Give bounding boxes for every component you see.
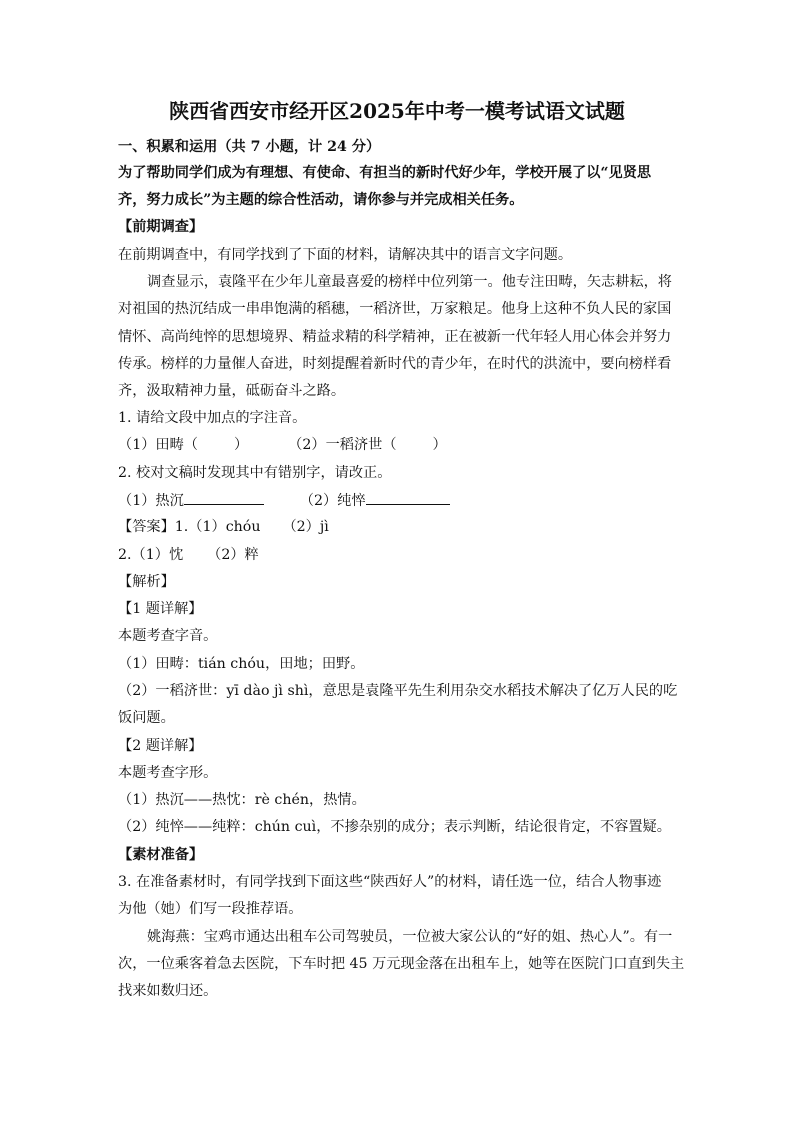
page-title: 陕西省西安市经开区2025年中考一模考试语文试题 (169, 99, 625, 123)
question-1-options (118, 435, 684, 455)
question-2-stem: 2. 校对文稿时发现其中有错别字，请改正。 (118, 465, 392, 481)
answer-line-2 (118, 545, 684, 565)
q2-detail-item: （2）纯悴——纯粹：chún cuì，不掺杂别的成分；表示判断，结论很肯定，不容置疑。 (118, 819, 671, 835)
q1-option-2-close: ） (432, 437, 447, 453)
question-3-stem: 3. 在准备素材时，有同学找到下面这些“陕西好人”的材料，请任选一位，结合人物事迹 (118, 874, 662, 890)
intro-line-1: 为了帮助同学们成为有理想、有使命、有担当的新时代好少年，学校开展了以“见贤思 (118, 165, 652, 181)
q1-detail-item-cont: 饭问题。 (118, 710, 175, 726)
question-3-stem-cont: 为他（她）们写一段推荐语。 (118, 901, 303, 917)
q1-option-1: （1）田畴（ (118, 437, 198, 453)
section-heading: 一、积累和运用（共 7 小题，计 24 分） (118, 139, 381, 155)
q1-detail-heading: 【1 题详解】 (118, 601, 203, 617)
story-line: 次，一位乘客着急去医院，下车时把 45 万元现金落在出租车上，她等在医院门口直到失主 (118, 956, 685, 972)
survey-para-line: 情怀、高尚纯悴的思想境界、精益求精的科学精神，正在被新一代年轻人用心体会并努力 (118, 329, 672, 345)
q2-option-1: （1）热沉 (118, 493, 184, 509)
pre-survey-heading: 【前期调查】 (118, 219, 204, 235)
q2-answer-blank-1 (184, 490, 264, 505)
answer-part: 2.（1）忱 (118, 547, 184, 563)
q1-detail-lead: 本题考查字音。 (118, 628, 218, 644)
survey-para-line: 传承。榜样的力量催人奋进，时刻提醒着新时代的青少年，在时代的洪流中，要向榜样看 (118, 356, 672, 372)
story-line: 找来如数归还。 (118, 983, 218, 999)
survey-para-line: 对祖国的热沉结成一串串饱满的稻穗，一稻济世，万家粮足。他身上这种不负人民的家国 (118, 301, 672, 317)
q1-detail-item: （2）一稻济世：yī dào jì shì，意思是袁隆平先生利用杂交水稻技术解决了亿万人民的吃 (118, 683, 678, 699)
answer-label: 【答案】1.（1）chóu (118, 519, 261, 535)
survey-para-line: 调查显示，袁隆平在少年儿童最喜爱的榜样中位列第一。他专注田畴，矢志耕耘，将 (147, 274, 672, 290)
q2-detail-item: （1）热沉——热忱：rè chén，热情。 (118, 792, 366, 808)
pre-survey-lead: 在前期调查中，有同学找到了下面的材料，请解决其中的语言文字问题。 (118, 247, 573, 263)
survey-para-line: 齐，汲取精神力量，砥砺奋斗之路。 (118, 383, 346, 399)
q1-option-1-close: ） (233, 437, 249, 453)
q1-option-2: （2）一稻济世（ (288, 437, 397, 453)
q1-detail-item: （1）田畴：tián chóu，田地；田野。 (118, 656, 365, 672)
answer-part: （2）粹 (207, 547, 259, 563)
analysis-heading: 【解析】 (118, 574, 175, 590)
answer-part: （2）jì (282, 519, 329, 535)
q2-detail-heading: 【2 题详解】 (118, 738, 203, 754)
question-1-stem: 1. 请给文段中加点的字注音。 (118, 410, 307, 426)
material-heading: 【素材准备】 (118, 847, 204, 863)
q2-detail-lead: 本题考查字形。 (118, 765, 218, 781)
q2-answer-blank-2 (366, 490, 450, 505)
story-line: 姚海燕：宝鸡市通达出租车公司驾驶员，一位被大家公认的“好的姐、热心人”。有一 (147, 929, 673, 945)
answer-line-1 (118, 517, 684, 537)
q2-option-2: （2）纯悴 (299, 493, 366, 509)
question-2-options (118, 490, 684, 511)
intro-line-2: 齐，努力成长”为主题的综合性活动，请你参与并完成相关任务。 (118, 192, 524, 208)
